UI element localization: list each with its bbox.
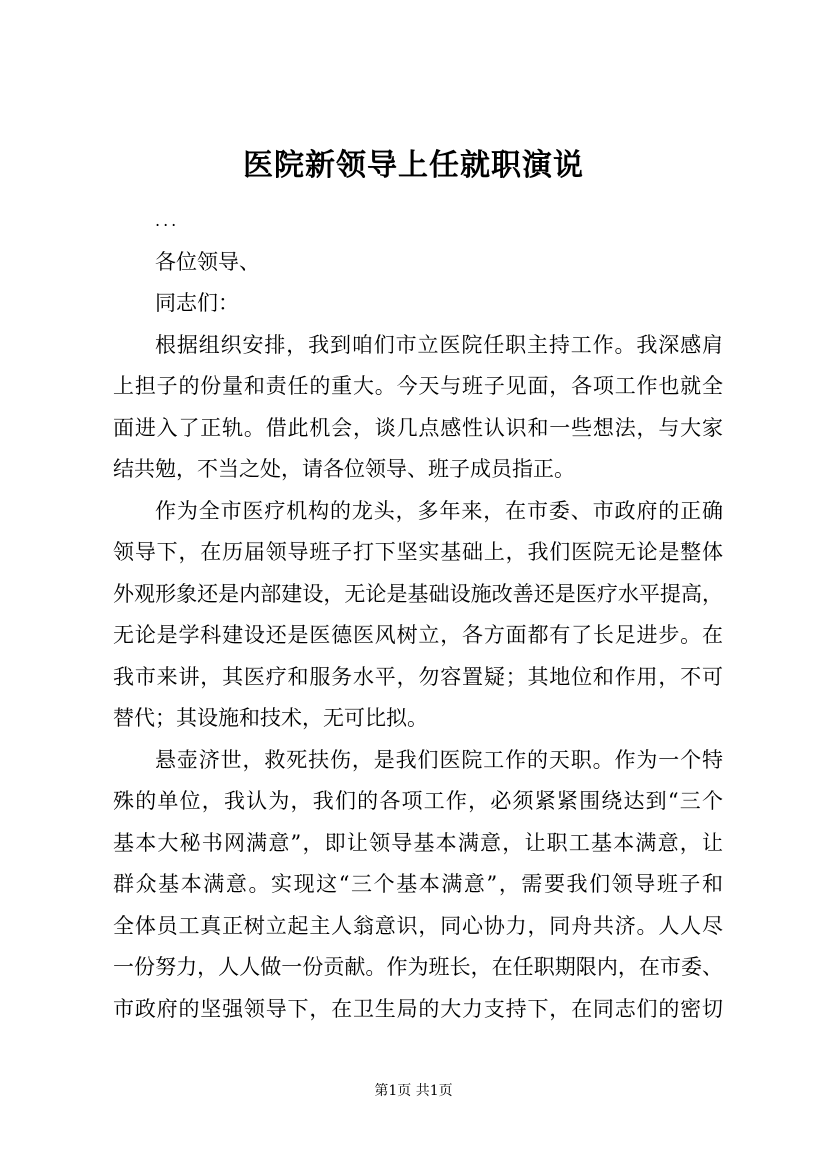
paragraph-line: 我市来讲，其医疗和服务水平，勿容置疑；其地位和作用，不可 [113, 664, 723, 689]
salutation-comrades: 同志们： [155, 291, 239, 315]
paragraph-line: 上担子的份量和责任的重大。今天与班子见面，各项工作也就全 [113, 374, 723, 398]
paragraph-line: 根据组织安排，我到咱们市立医院任职主持工作。我深感肩 [155, 332, 723, 357]
paragraph-line: 群众基本满意。实现这“三个基本满意”，需要我们领导班子和 [113, 872, 723, 896]
paragraph-line: 市政府的坚强领导下，在卫生局的大力支持下，在同志们的密切 [113, 996, 723, 1021]
paragraph-line: 结共勉，不当之处，请各位领导、班子成员指正。 [113, 457, 575, 481]
page-footer: 第1页 共1页 [374, 1083, 453, 1099]
paragraph-line: 悬壶济世，救死扶伤，是我们医院工作的天职。作为一个特 [155, 747, 723, 772]
ellipsis-line: ... [155, 211, 180, 230]
paragraph-line: 无论是学科建设还是医德医风树立，各方面都有了长足进步。在 [113, 623, 723, 647]
paragraph-line: 面进入了正轨。借此机会，谈几点感性认识和一些想法，与大家 [113, 415, 723, 440]
paragraph-line: 作为全市医疗机构的龙头，多年来，在市委、市政府的正确 [155, 498, 723, 523]
document-body [113, 200, 723, 1030]
paragraph-line: 替代；其设施和技术，无可比拟。 [113, 706, 428, 730]
paragraph-line: 基本大秘书网满意”，即让领导基本满意，让职工基本满意，让 [113, 830, 723, 855]
paragraph-line: 一份努力，人人做一份贡献。作为班长，在任职期限内，在市委、 [113, 955, 723, 979]
document-title: 医院新领导上任就职演说 [243, 148, 584, 183]
paragraph-line: 领导下，在历届领导班子打下坚实基础上，我们医院无论是整体 [113, 540, 723, 564]
paragraph-line: 全体员工真正树立起主人翁意识，同心协力，同舟共济。人人尽 [113, 913, 723, 938]
paragraph-line: 殊的单位，我认为，我们的各项工作，必须紧紧围绕达到“三个 [113, 789, 723, 813]
salutation-leaders: 各位领导、 [155, 249, 260, 274]
paragraph-line: 外观形象还是内部建设，无论是基础设施改善还是医疗水平提高， [113, 581, 723, 606]
